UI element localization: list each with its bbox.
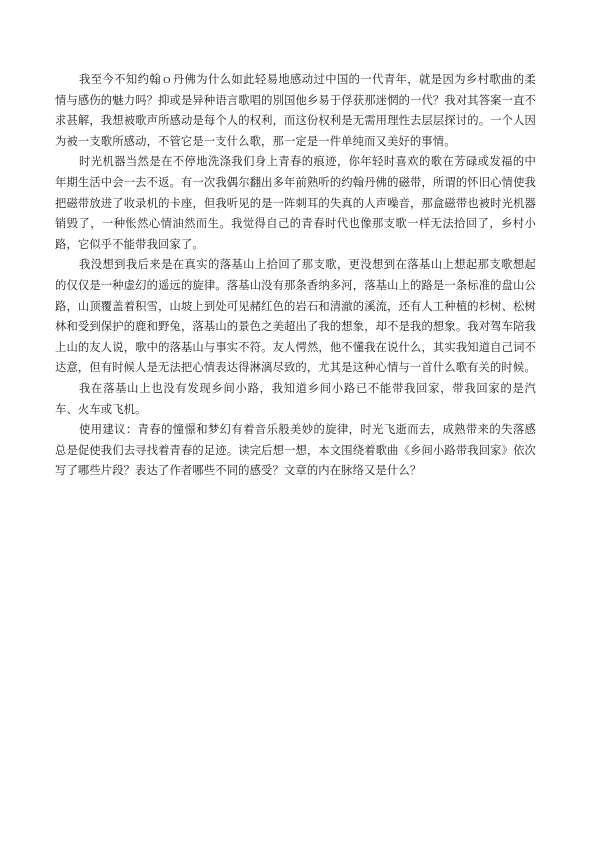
usage-suggestion: 使用建议：青春的憧憬和梦幻有着音乐般美妙的旋律，时光飞逝而去，成熟带来的失落感总是促使我们去寻找着青春的足迹。读完后想一想，本文围绕着歌曲《乡间小路带我回家》依次写了哪些片段？表达了作者哪些不同的感受？文章的内在脉络又是什么？ xyxy=(55,423,536,478)
paragraph-1: 我至今不知约翰ｏ丹佛为什么如此轻易地感动过中国的一代青年，就是因为乡村歌曲的柔情与感伤的魅力吗？抑或是异种语言歌唱的別国他乡易于俘获那迷惘的一代？我对其答案一直不求甚解，我想被歌声所感动是每个人的权利，而这份权利是无需用理性去层层探讨的。一个人因为被一支歌所感动，不管它是一支什么歌，那一定是一件单纯而又美好的事情。 xyxy=(55,73,536,148)
paragraph-3: 我没想到我后来是在真实的落基山上拾回了那支歌，更没想到在落基山上想起那支歌想起的仅仅是一种虚幻的遥远的旋律。落基山没有那条香纳多河，落基山上的路是一条标准的盘山公路，山顶覆盖着积雪，山坡上到处可见赭红色的岩石和清澈的溪流，还有人工种植的杉树、松树林和受到保护的鹿和野兔，落基山的景色之美超出了我的想象，却不是我的想象。我对驾车陪我上山的友人说，歌中的落基山与事实不符。友人愕然，他不懂我在说什么，其实我知道自己词不达意，但有时候人是无法把心情表达得淋漓尽致的，尤其是这种心情与一首什么歌有关的时候。 xyxy=(55,258,536,375)
article-body xyxy=(55,70,536,482)
paragraph-4: 我在落基山上也没有发现乡间小路，我知道乡间小路已不能带我回家，带我回家的是汽车、火车或飞机。 xyxy=(55,381,536,416)
paragraph-2: 时光机器当然是在不停地洗涤我们身上青春的痕迹，你年轻时喜欢的歌在芳碌或发福的中年期生活中会一去不返。有一次我偶尔翻出多年前熟听的约翰丹佛的磁带，所谓的怀旧心情使我把磁带放进了收录机的卡座，但我听见的是一阵刺耳的失真的人声噪音，那盒磁带也被时光机器销毁了，一种怅然心情油然而生。我觉得自己的青春时代也像那支歌一样无法拾回了，乡村小路，它似乎不能带我回家了。 xyxy=(55,155,536,251)
